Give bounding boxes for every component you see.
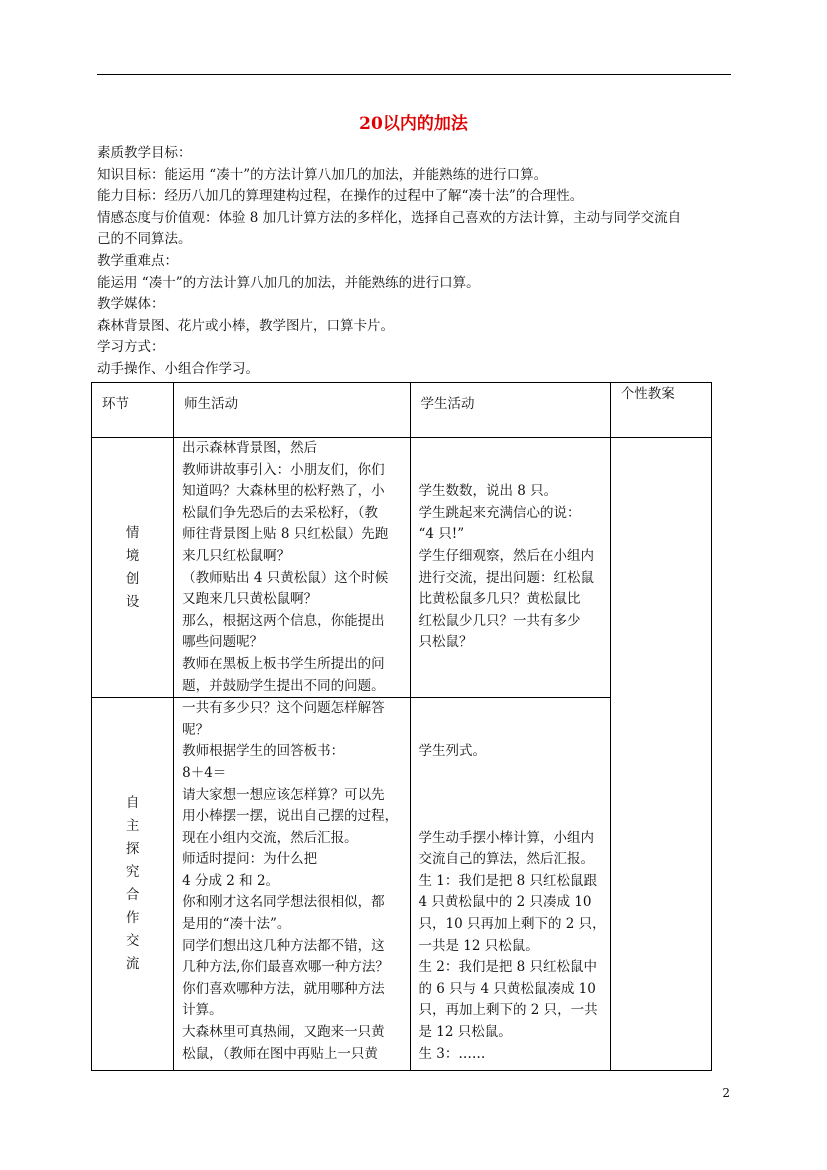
intro-line: 学习方式： xyxy=(97,339,165,356)
intro-section xyxy=(97,143,717,381)
cell-line: 生 1：我们是把 8 只红松鼠跟 xyxy=(418,872,598,889)
stage-char: 创 xyxy=(125,570,140,587)
stage-char: 探 xyxy=(125,841,140,858)
cell-line xyxy=(419,806,604,828)
stage-char: 究 xyxy=(125,864,140,881)
cell-line: 生 3：…… xyxy=(418,1045,486,1062)
cell-line: 你和刚才这名同学想法很相似，都 xyxy=(182,894,385,911)
teacher-activity-text xyxy=(174,438,409,697)
stage-char: 情 xyxy=(125,524,140,541)
header-personal-plan: 个性教案 xyxy=(610,383,711,438)
cell-line xyxy=(419,763,604,785)
intro-line: 教学媒体： xyxy=(97,296,165,313)
header-rule xyxy=(97,74,731,75)
stage-label xyxy=(92,698,174,1071)
intro-line: 能力目标：经历八加几的算理建构过程，在操作的过程中了解“凑十法”的合理性。 xyxy=(97,188,584,205)
cell-line: 8＋4＝ xyxy=(182,764,227,781)
cell-line: 学生数数，说出 8 只。 xyxy=(418,483,558,500)
cell-line: 学生动手摆小棒计算，小组内 xyxy=(418,829,594,846)
cell-line xyxy=(419,720,604,742)
cell-line: 大森林里可真热闹，又跑来一只黄 xyxy=(182,1024,385,1041)
intro-line: 己的不同算法。 xyxy=(97,231,192,248)
cell-line: 出示森林背景图，然后 xyxy=(182,440,318,456)
cell-line: 知道吗？大森林里的松籽熟了，小 xyxy=(182,483,385,500)
table-header-row xyxy=(92,383,712,438)
cell-line: 的 6 只与 4 只黄松鼠凑成 10 xyxy=(418,980,596,997)
cell-line: 比黄松鼠多几只？黄松鼠比 xyxy=(418,591,581,608)
stage-char: 作 xyxy=(125,910,140,927)
teacher-activity-text xyxy=(174,698,409,1065)
cell-line xyxy=(419,438,604,460)
stage-char: 主 xyxy=(125,818,140,835)
cell-line: 那么，根据这两个信息，你能提出 xyxy=(182,612,385,629)
document-title: 20以内的加法 xyxy=(359,114,468,134)
cell-line: 只松鼠？ xyxy=(418,634,473,651)
cell-line xyxy=(419,460,604,482)
cell-line: 是用的“凑十法”。 xyxy=(182,916,291,933)
cell-line: 哪些问题呢？ xyxy=(182,634,264,651)
header-stage: 环节 xyxy=(92,383,174,438)
page-number: 2 xyxy=(722,1086,730,1100)
student-activity-cell xyxy=(410,438,610,698)
stage-char: 境 xyxy=(125,547,140,564)
cell-line: 呢？ xyxy=(182,721,210,738)
cell-line: 生 2：我们是把 8 只红松鼠中 xyxy=(418,959,598,976)
intro-line: 动手操作、小组合作学习。 xyxy=(97,360,259,377)
cell-line: 松鼠，（教师在图中再贴上一只黄 xyxy=(182,1045,378,1062)
cell-line: 学生仔细观察，然后在小组内 xyxy=(418,547,594,564)
cell-line: “4 只!” xyxy=(418,526,465,543)
cell-line: 红松鼠少几只？一共有多少 xyxy=(418,612,581,629)
lesson-plan-table xyxy=(91,382,712,1071)
cell-line: 你们喜欢哪种方法，就用哪种方法 xyxy=(182,980,385,997)
cell-line: 学生列式。 xyxy=(418,743,486,760)
cell-line: 现在小组内交流，然后汇报。 xyxy=(182,829,358,846)
intro-line: 能运用 “凑十”的方法计算八加几的加法，并能熟练的进行口算。 xyxy=(97,274,480,291)
cell-line: 几种方法,你们最喜欢哪一种方法？ xyxy=(182,959,389,976)
cell-line: 教师在黑板上板书学生所提出的问 xyxy=(182,655,385,672)
stage-label xyxy=(92,438,174,698)
stage-char: 交 xyxy=(125,933,140,950)
cell-line: 进行交流，提出问题：红松鼠 xyxy=(418,569,594,586)
cell-line: 松鼠们争先恐后的去采松籽，（教 xyxy=(182,504,378,521)
cell-line: 师适时提问：为什么把 xyxy=(182,851,318,868)
cell-line: 教师讲故事引入：小朋友们，你们 xyxy=(182,461,385,478)
cell-line: 用小棒摆一摆，说出自己摆的过程， xyxy=(182,808,399,825)
stage-char: 合 xyxy=(125,887,140,904)
student-activity-text xyxy=(411,698,610,1065)
intro-line: 森林背景图、花片或小棒，教学图片，口算卡片。 xyxy=(97,317,394,334)
stage-char: 设 xyxy=(125,593,140,610)
cell-line xyxy=(419,785,604,807)
cell-line: 交流自己的算法，然后汇报。 xyxy=(418,851,594,868)
cell-line: 只，10 只再加上剩下的 2 只， xyxy=(418,916,606,933)
cell-line xyxy=(419,698,604,720)
teacher-activity-cell xyxy=(174,698,410,1071)
stage-char: 流 xyxy=(125,956,140,973)
cell-line: 一共是 12 只松鼠。 xyxy=(418,937,539,954)
cell-line: 又跑来几只黄松鼠啊？ xyxy=(182,591,318,608)
cell-line: 学生跳起来充满信心的说： xyxy=(418,504,581,521)
cell-line: 教师根据学生的回答板书： xyxy=(182,743,345,760)
intro-line: 情感态度与价值观：体验 8 加几计算方法的多样化，选择自己喜欢的方法计算，主动与同学交流自 xyxy=(97,209,682,226)
student-activity-text xyxy=(411,438,610,654)
stage-char: 自 xyxy=(125,795,140,812)
intro-line: 知识目标：能运用 “凑十”的方法计算八加几的加法，并能熟练的进行口算。 xyxy=(97,166,548,183)
cell-line: 是 12 只松鼠。 xyxy=(418,1024,512,1041)
table-row xyxy=(92,438,712,698)
student-activity-cell xyxy=(410,698,610,1071)
cell-line: 来几只红松鼠啊？ xyxy=(182,547,291,564)
header-student-activity: 学生活动 xyxy=(410,383,610,438)
intro-line: 素质教学目标： xyxy=(97,145,192,161)
personal-plan-cell xyxy=(610,438,711,1071)
cell-line: 师往背景图上贴 8 只红松鼠）先跑 xyxy=(182,526,389,543)
cell-line: 4 分成 2 和 2。 xyxy=(182,872,280,889)
cell-line: 计算。 xyxy=(182,1002,223,1019)
teacher-activity-cell xyxy=(174,438,410,698)
cell-line: （教师贴出 4 只黄松鼠）这个时候 xyxy=(182,569,389,586)
cell-line: 一共有多少只？这个问题怎样解答 xyxy=(182,700,385,717)
cell-line: 题，并鼓励学生提出不同的问题。 xyxy=(182,677,385,694)
intro-line: 教学重难点： xyxy=(97,252,178,269)
cell-line: 同学们想出这几种方法都不错，这 xyxy=(182,937,385,954)
header-teacher-activity: 师生活动 xyxy=(174,383,410,438)
cell-line: 4 只黄松鼠中的 2 只凑成 10 xyxy=(418,894,592,911)
cell-line: 只，再加上剩下的 2 只，一共 xyxy=(418,1002,598,1019)
cell-line: 请大家想一想应该怎样算？可以先 xyxy=(182,786,385,803)
